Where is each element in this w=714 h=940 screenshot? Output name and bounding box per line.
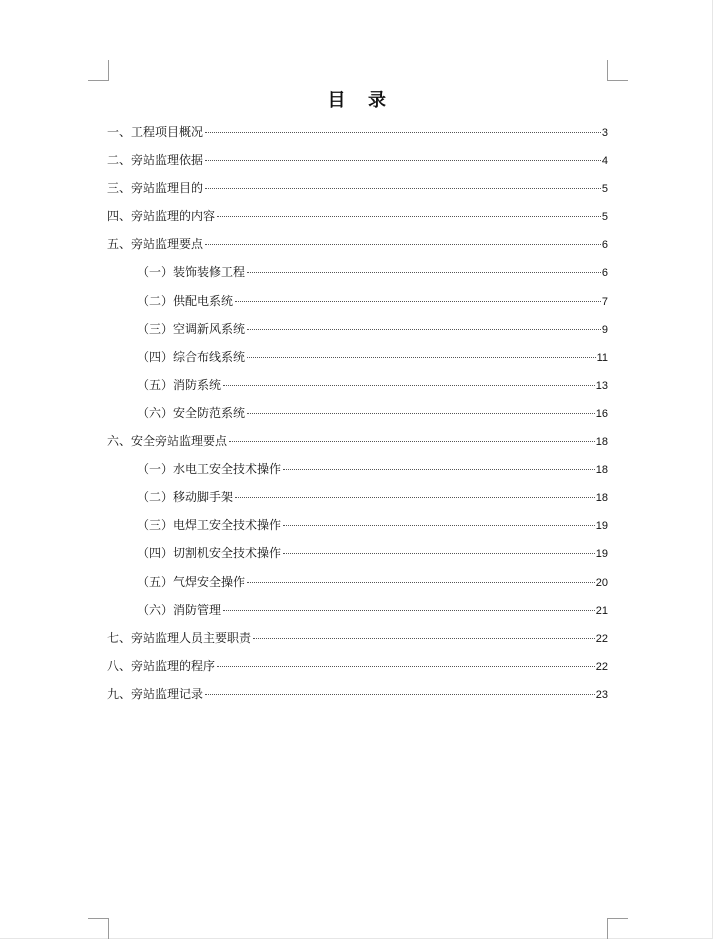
toc-entry-page-number: 19 xyxy=(595,548,608,561)
toc-entry-page-number: 3 xyxy=(601,127,608,139)
toc-entry-label: （六）安全防范系统 xyxy=(137,405,246,420)
toc-entry[interactable] xyxy=(107,455,608,483)
toc-dot-leader xyxy=(205,160,601,161)
toc-entry-label: （二）移动脚手架 xyxy=(137,490,234,505)
toc-entry[interactable] xyxy=(107,315,608,343)
toc-entry-label: 五、旁站监理要点 xyxy=(107,237,204,252)
toc-entry-label: 九、旁站监理记录 xyxy=(107,686,204,701)
toc-entry[interactable] xyxy=(107,202,608,230)
toc-entry-label: （三）电焊工安全技术操作 xyxy=(137,518,282,533)
toc-entry[interactable] xyxy=(107,511,608,539)
toc-entry[interactable] xyxy=(107,230,608,258)
toc-entry[interactable] xyxy=(107,174,608,202)
toc-entry[interactable] xyxy=(107,652,608,680)
toc-entry[interactable] xyxy=(107,371,608,399)
toc-dot-leader xyxy=(253,638,595,639)
toc-entry-page-number: 21 xyxy=(595,604,608,617)
toc-entry-page-number: 11 xyxy=(596,351,608,364)
toc-dot-leader xyxy=(205,694,595,695)
toc-entry-label: （四）切割机安全技术操作 xyxy=(137,546,282,561)
toc-entry[interactable] xyxy=(107,624,608,652)
toc-entry-label: （一）水电工安全技术操作 xyxy=(137,462,282,477)
toc-entry-label: （五）消防系统 xyxy=(137,377,222,392)
toc-entry-page-number: 23 xyxy=(595,688,608,701)
toc-entry-page-number: 22 xyxy=(595,660,608,673)
toc-entry-label: （二）供配电系统 xyxy=(137,293,234,308)
toc-entry-label: （四）综合布线系统 xyxy=(137,349,246,364)
toc-dot-leader xyxy=(283,525,595,526)
toc-entry-label: （五）气焊安全操作 xyxy=(137,574,246,589)
toc-dot-leader xyxy=(247,329,601,330)
toc-entry-page-number: 5 xyxy=(601,211,608,224)
toc-dot-leader xyxy=(229,441,595,442)
toc-entry-label: 二、旁站监理依据 xyxy=(107,153,204,168)
toc-dot-leader xyxy=(223,610,595,611)
toc-entry-label: 三、旁站监理目的 xyxy=(107,181,204,196)
toc-entry-label: 六、安全旁站监理要点 xyxy=(107,434,228,449)
toc-dot-leader xyxy=(217,666,595,667)
toc-dot-leader xyxy=(205,244,601,245)
toc-entry-page-number: 20 xyxy=(595,576,608,589)
toc-entry[interactable] xyxy=(107,427,608,455)
toc-entry[interactable] xyxy=(107,146,608,174)
toc-dot-leader xyxy=(247,413,595,414)
toc-dot-leader xyxy=(235,497,595,498)
crop-mark-top-right xyxy=(607,60,628,81)
toc-entry-page-number: 7 xyxy=(601,295,608,308)
toc-entry-page-number: 6 xyxy=(601,267,608,280)
table-of-contents xyxy=(107,118,608,708)
toc-entry[interactable] xyxy=(107,287,608,315)
crop-mark-bottom-right xyxy=(607,918,628,939)
toc-entry-page-number: 18 xyxy=(595,464,608,477)
toc-entry[interactable] xyxy=(107,596,608,624)
toc-entry-page-number: 18 xyxy=(595,492,608,505)
toc-entry-page-number: 4 xyxy=(601,155,608,168)
toc-entry-page-number: 5 xyxy=(601,183,608,196)
toc-entry-label: （三）空调新风系统 xyxy=(137,321,246,336)
title-char-1: 目 xyxy=(327,90,346,111)
toc-dot-leader xyxy=(247,582,595,583)
toc-dot-leader xyxy=(283,553,595,554)
toc-dot-leader xyxy=(223,385,595,386)
toc-entry-page-number: 22 xyxy=(595,632,608,645)
toc-entry-page-number: 9 xyxy=(601,323,608,336)
toc-entry[interactable] xyxy=(107,118,608,146)
toc-entry-page-number: 16 xyxy=(595,407,608,420)
toc-entry[interactable] xyxy=(107,568,608,596)
page-title xyxy=(0,86,714,112)
toc-entry-label: 四、旁站监理的内容 xyxy=(107,209,216,224)
toc-entry[interactable] xyxy=(107,539,608,567)
toc-entry-label: 七、旁站监理人员主要职责 xyxy=(107,630,252,645)
toc-entry-label: （一）装饰装修工程 xyxy=(137,265,246,280)
toc-dot-leader xyxy=(217,216,601,217)
toc-entry[interactable] xyxy=(107,343,608,371)
toc-entry-page-number: 6 xyxy=(601,239,608,252)
toc-dot-leader xyxy=(283,469,595,470)
crop-mark-top-left xyxy=(88,60,109,81)
toc-entry[interactable] xyxy=(107,258,608,286)
toc-entry-page-number: 19 xyxy=(595,520,608,533)
toc-entry-page-number: 18 xyxy=(595,436,608,449)
toc-entry[interactable] xyxy=(107,680,608,708)
toc-dot-leader xyxy=(205,132,601,133)
toc-dot-leader xyxy=(235,301,601,302)
toc-entry[interactable] xyxy=(107,483,608,511)
crop-mark-bottom-left xyxy=(88,918,109,939)
toc-entry-page-number: 13 xyxy=(595,379,608,392)
toc-dot-leader xyxy=(205,188,601,189)
toc-dot-leader xyxy=(247,272,601,273)
toc-entry-label: （六）消防管理 xyxy=(137,602,222,617)
toc-entry-label: 一、工程项目概况 xyxy=(107,125,204,139)
toc-entry[interactable] xyxy=(107,399,608,427)
toc-dot-leader xyxy=(247,357,596,358)
title-char-2: 录 xyxy=(368,90,387,111)
toc-entry-label: 八、旁站监理的程序 xyxy=(107,658,216,673)
